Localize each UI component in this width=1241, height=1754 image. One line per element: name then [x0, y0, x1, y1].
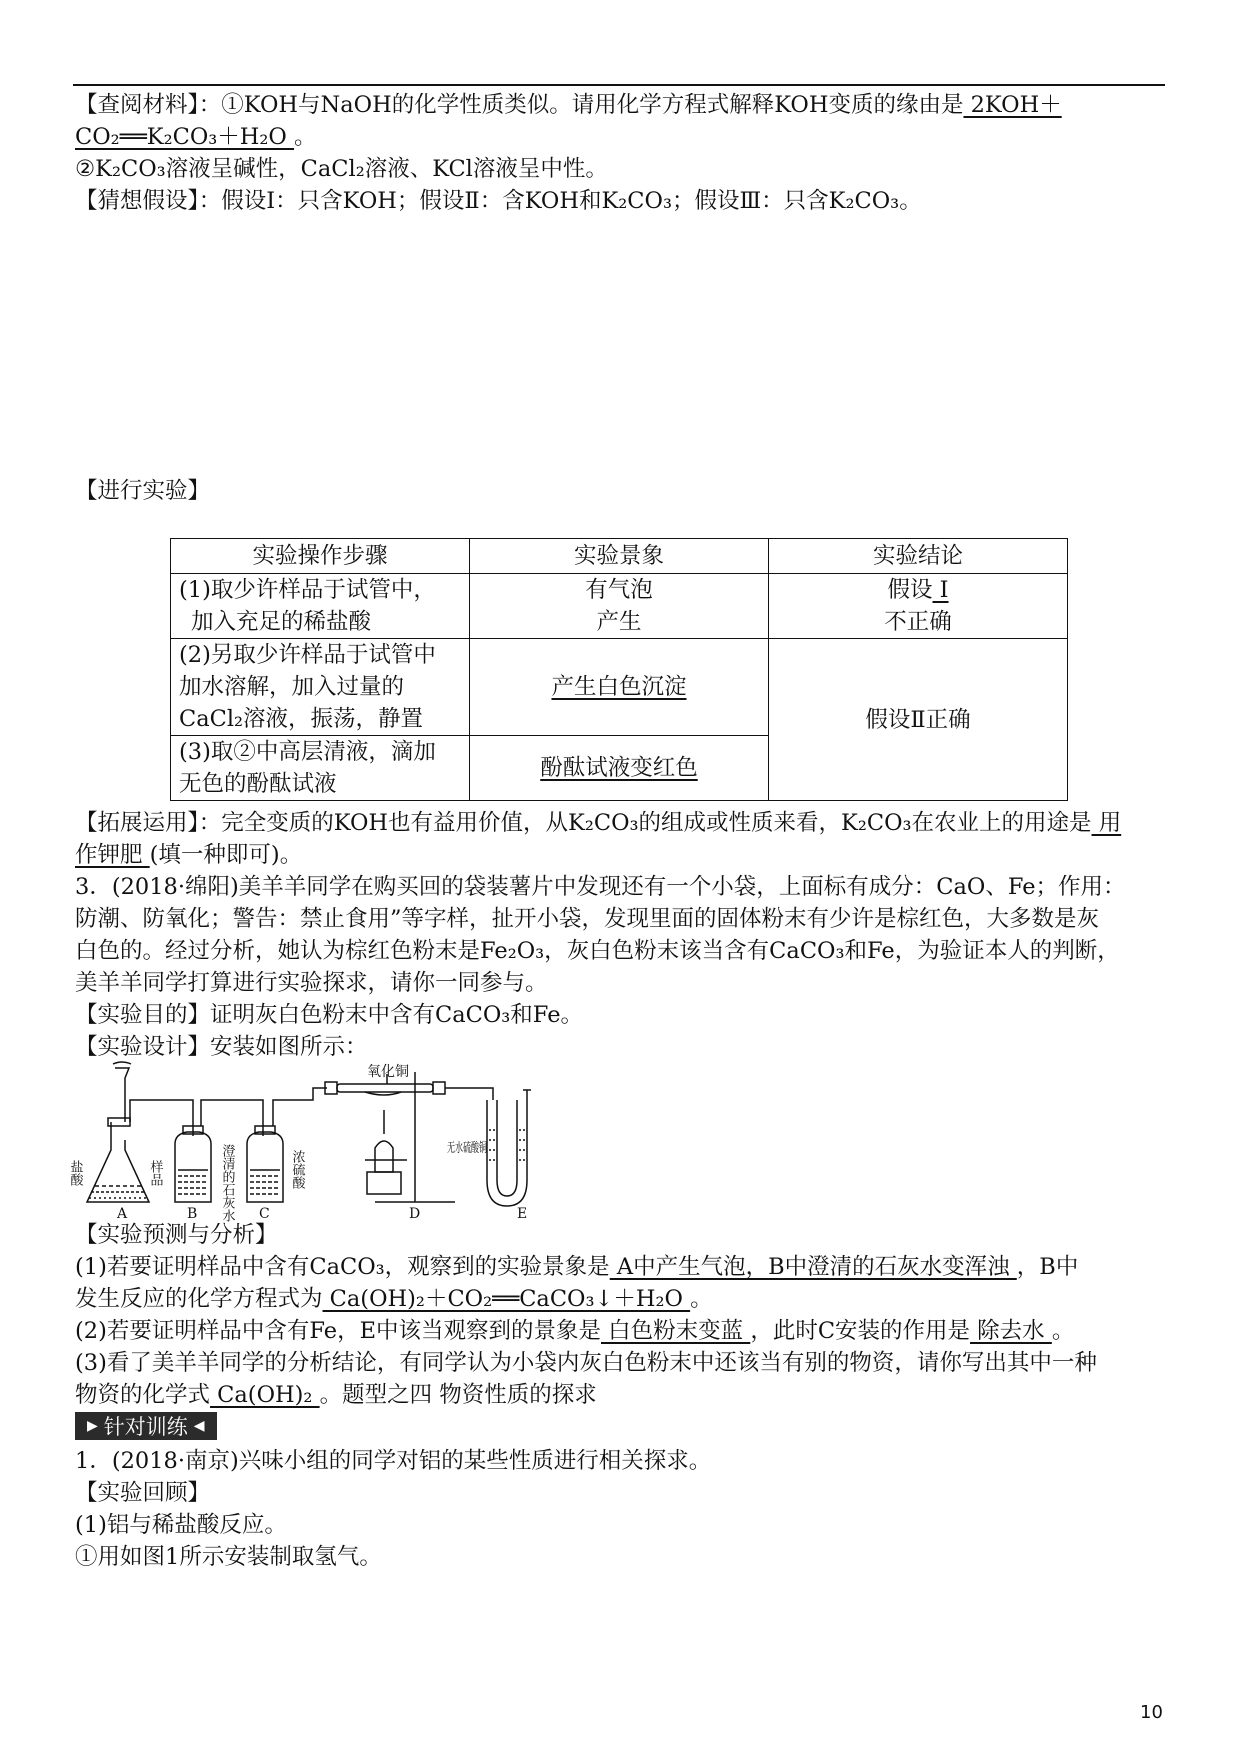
answer-e-phenomenon: 白色粉末变蓝 — [601, 1318, 751, 1344]
u-tube-e — [487, 1090, 531, 1206]
line-application: 【拓展运用】：完全变质的KOH也有益用价值，从K₂CO₃的组成或性质来看，K₂CO₃在农业上的用途是 用 — [75, 810, 1122, 836]
play-left-icon: ◀ — [193, 1418, 205, 1434]
label-c: C — [259, 1206, 270, 1222]
cell-step-2: (2)另取少许样品于试管中 加水溶解，加入过量的 CaCl₂溶液，振荡，静置 — [171, 639, 470, 736]
line-q3-4: 美羊羊同学打算进行实验探求，请你一同参与。 — [75, 970, 548, 996]
label-sample: 样品 — [147, 1160, 163, 1186]
apparatus-diagram — [67, 1060, 575, 1222]
answer-c-function: 除去水 — [970, 1318, 1052, 1344]
cell-conclusion-1: 假设 Ⅰ 不正确 — [769, 574, 1068, 639]
answer-hypothesis: Ⅰ — [932, 577, 949, 603]
cell-phenomenon-1: 有气泡 产生 — [470, 574, 769, 639]
play-right-icon: ▶ — [87, 1418, 98, 1434]
label-d: D — [409, 1206, 421, 1222]
page-number: 10 — [1140, 1702, 1163, 1723]
heading-prediction: 【实验预测与分析】 — [75, 1222, 278, 1248]
bottle-c — [247, 1088, 327, 1202]
line-application-2: 作钾肥 (填一种即可)。 — [75, 842, 303, 868]
line-q3-3: 白色的。经过分析，她认为棕红色粉末是Fe₂O₃，灰白色粉末该当含有CaCO₃和Fe，为验证本人的判断， — [75, 938, 1120, 964]
answer-limewater-equation: Ca(OH)₂＋CO₂══CaCO₃↓＋H₂O — [322, 1286, 691, 1312]
line-equation: CO₂══K₂CO₃＋H₂O 。 — [75, 124, 317, 150]
table-header-row — [171, 539, 1068, 574]
table-row — [171, 639, 1068, 736]
section-banner — [75, 1412, 217, 1440]
label-hydrochloric-acid: 盐酸 — [67, 1160, 83, 1186]
line-review: 【实验回顾】 — [75, 1480, 211, 1506]
label-copper-oxide: 氧化铜 — [367, 1064, 409, 1080]
label-a: A — [117, 1206, 128, 1222]
cell-phenomenon-2 — [470, 639, 769, 736]
answer-phenomenon-b: A中产生气泡，B中澄清的石灰水变浑浊 — [609, 1254, 1017, 1280]
header-steps: 实验操作步骤 — [171, 539, 470, 574]
top-rule — [73, 84, 1165, 86]
table-row — [171, 574, 1068, 639]
line-review-2: ①用如图1所示安装制取氢气。 — [75, 1544, 382, 1570]
heading-experiment: 【进行实验】 — [75, 478, 211, 504]
answer-formula: Ca(OH)₂ — [210, 1382, 320, 1408]
line-materials: 【查阅材料】：①KOH与NaOH的化学性质类似。请用化学方程式解释KOH变质的缘由是 2KOH＋ — [75, 92, 1062, 118]
line-pred-3: (2)若要证明样品中含有Fe，E中该当观察到的景象是 白色粉末变蓝 ，此时C安装的作用是 除去水 。 — [75, 1318, 1075, 1344]
line-pred-1: (1)若要证明样品中含有CaCO₃，观察到的实验景象是 A中产生气泡，B中澄清的石灰水变浑浊 ，B中 — [75, 1254, 1079, 1280]
answer-phenolphthalein: 酚酞试液变红色 — [540, 755, 698, 781]
header-conclusion: 实验结论 — [769, 539, 1068, 574]
line-pred-4: (3)看了美羊羊同学的分析结论，有同学认为小袋内灰白色粉末中还该当有别的物资，请你写出其中一种 — [75, 1350, 1097, 1376]
line-pred-2: 发生反应的化学方程式为 Ca(OH)₂＋CO₂══CaCO₃↓＋H₂O 。 — [75, 1286, 713, 1312]
line-purpose: 【实验目的】证明灰白色粉末中含有CaCO₃和Fe。 — [75, 1002, 584, 1028]
line-q1: 1．(2018·南京)兴味小组的同学对铝的某些性质进行相关探求。 — [75, 1448, 712, 1474]
answer-use-part2: 作钾肥 — [75, 842, 150, 868]
header-phenomenon: 实验景象 — [470, 539, 769, 574]
cell-conclusion-2: 假设Ⅱ正确 — [769, 639, 1068, 801]
answer-equation-part2: CO₂══K₂CO₃＋H₂O — [75, 124, 295, 150]
experiment-table — [170, 538, 1068, 801]
flask-a — [87, 1062, 193, 1202]
banner-label: 针对训练 — [103, 1415, 188, 1439]
line-review-1: (1)铝与稀盐酸反应。 — [75, 1512, 287, 1538]
line-q3-1: 3．(2018·绵阳)美羊羊同学在购买回的袋装薯片中发现还有一个小袋，上面标有成分：CaO、Fe；作用： — [75, 874, 1126, 900]
line-hypothesis: 【猜想假设】：假设Ⅰ：只含KOH；假设Ⅱ：含KOH和K₂CO₃；假设Ⅲ：只含K₂CO₃。 — [75, 188, 922, 214]
label-b: B — [187, 1206, 198, 1222]
cell-step-3: (3)取②中高层清液，滴加 无色的酚酞试液 — [171, 736, 470, 801]
answer-equation-part1: 2KOH＋ — [963, 92, 1062, 118]
line-q3-2: 防潮、防氧化；警告：禁止食用”等字样，扯开小袋，发现里面的固体粉末有少许是棕红色，大多数是灰 — [75, 906, 1100, 932]
answer-use-part1: 用 — [1091, 810, 1122, 836]
label-anhydrous: 无水硫酸铜 — [447, 1141, 513, 1156]
label-limewater: 澄清的石灰水 — [219, 1144, 235, 1222]
label-sulfuric-acid: 浓硫酸 — [289, 1150, 305, 1189]
line-pred-5: 物资的化学式 Ca(OH)₂ 。题型之四 物资性质的探求 — [75, 1382, 597, 1408]
cell-step-1: (1)取少许样品于试管中， 加入充足的稀盐酸 — [171, 574, 470, 639]
tube-d — [325, 1072, 513, 1202]
answer-white-precipitate: 产生白色沉淀 — [551, 674, 687, 700]
line-design: 【实验设计】安装如图所示： — [75, 1034, 368, 1060]
line-material-2: ②K₂CO₃溶液呈碱性，CaCl₂溶液、KCl溶液呈中性。 — [75, 156, 608, 182]
label-e: E — [517, 1206, 528, 1222]
cell-phenomenon-3 — [470, 736, 769, 801]
